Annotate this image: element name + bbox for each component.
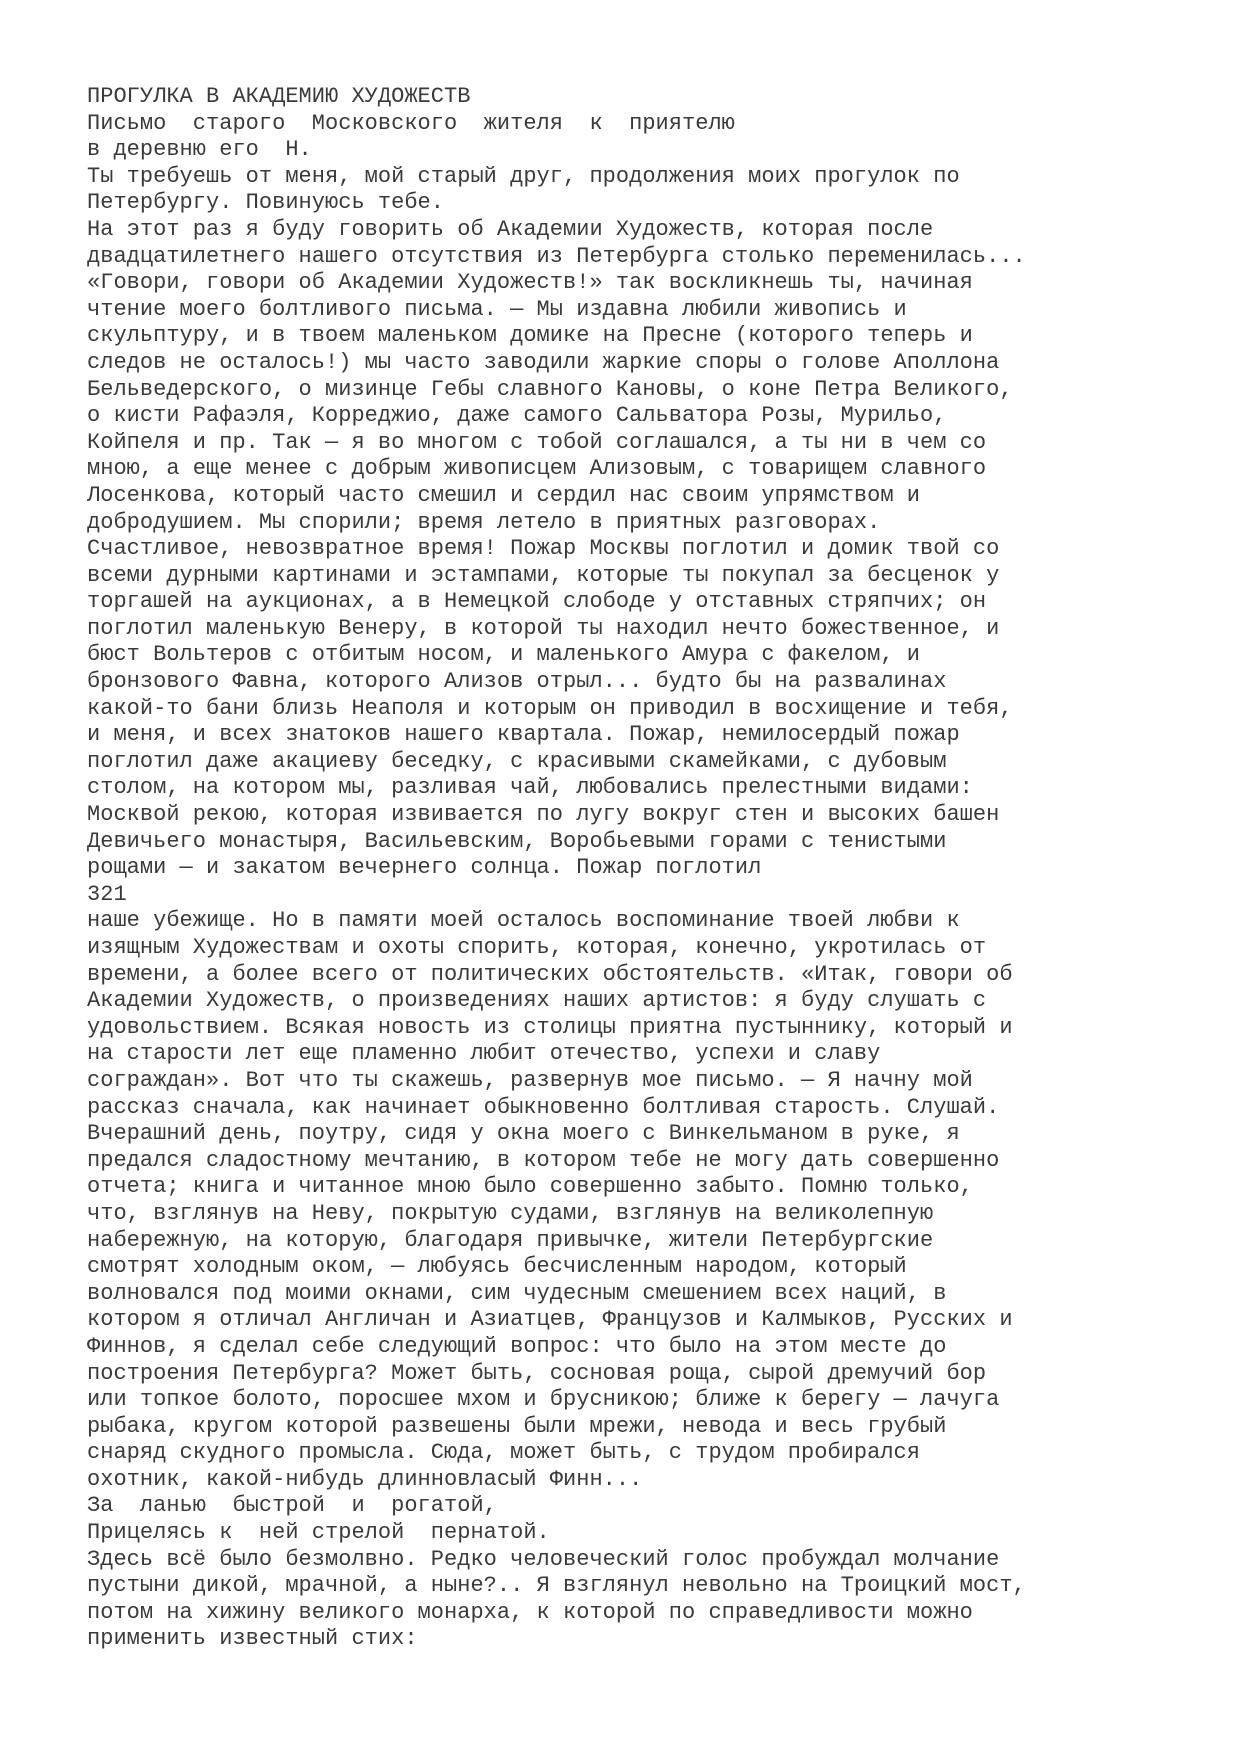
text-line: котором я отличал Англичан и Азиатцев, Французов и Калмыков, Русских и xyxy=(87,1307,1013,1333)
text-line: добродушием. Мы спорили; время летело в приятных разговорах. xyxy=(87,509,881,535)
text-line: что, взглянув на Неву, покрытую судами, взглянув на великолепную xyxy=(87,1200,934,1226)
text-line: и меня, и всех знатоков нашего квартала. Пожар, немилосердый пожар xyxy=(87,722,960,748)
text-line: Бельведерского, о мизинце Гебы славного Кановы, о коне Петра Великого, xyxy=(87,376,1013,402)
text-line: набережную, на которую, благодаря привычке, жители Петербургские xyxy=(87,1227,934,1253)
text-line: в деревню его Н. xyxy=(87,137,312,163)
text-line: смотрят холодным оком, — любуясь бесчисленным народом, который xyxy=(87,1254,907,1280)
text-line: мною, а еще менее с добрым живописцем Ализовым, с товарищем славного xyxy=(87,456,987,482)
text-line: о кисти Рафаэля, Корреджио, даже самого Сальватора Розы, Мурильо, xyxy=(87,403,947,429)
text-line: рощами — и закатом вечернего солнца. Пожар поглотил xyxy=(87,855,762,881)
text-line: построения Петербурга? Может быть, сосновая роща, сырой дремучий бор xyxy=(87,1360,987,1386)
text-line: предался сладостному мечтанию, в котором тебе не могу дать совершенно xyxy=(87,1147,1000,1173)
text-line: следов не осталось!) мы часто заводили жаркие споры о голове Аполлона xyxy=(87,349,1000,375)
text-line: наше убежище. Но в памяти моей осталось воспоминание твоей любви к xyxy=(87,908,960,934)
page-number: 321 xyxy=(87,881,127,907)
document-title: ПРОГУЛКА В АКАДЕМИЮ ХУДОЖЕСТВ xyxy=(87,84,471,109)
text-line: или топкое болото, поросшее мхом и брусникою; ближе к берегу — лачуга xyxy=(87,1387,1000,1413)
text-line: удовольствием. Всякая новость из столицы приятна пустыннику, который и xyxy=(87,1014,1013,1040)
text-line: торгашей на аукционах, а в Немецкой слободе у отставных стряпчих; он xyxy=(87,589,987,615)
text-line: Вчерашний день, поутру, сидя у окна моего с Винкельманом в руке, я xyxy=(87,1121,960,1147)
text-line: Ты требуешь от меня, мой старый друг, продолжения моих прогулок по xyxy=(87,163,960,189)
text-line: отчета; книга и читанное мною было совершенно забыто. Помню только, xyxy=(87,1174,973,1200)
text-line: двадцатилетнего нашего отсутствия из Петербурга столько переменилась... xyxy=(87,243,1026,269)
text-line: сограждан». Вот что ты скажешь, развернув мое письмо. — Я начну мой xyxy=(87,1067,973,1093)
text-line: изящным Художествам и охоты спорить, которая, конечно, укротилась от xyxy=(87,935,987,960)
text-line: Москвой рекою, которая извивается по лугу вокруг стен и высоких башен xyxy=(87,802,1000,828)
text-line: Койпеля и пр. Так — я во многом с тобой соглашался, а ты ни в чем со xyxy=(87,429,987,455)
text-line: Девичьего монастыря, Васильевским, Воробьевыми горами с тенистыми xyxy=(87,828,947,854)
text-line: Здесь всё было безмолвно. Редко человеческий голос пробуждал молчание xyxy=(87,1546,1000,1572)
text-line: рассказ сначала, как начинает обыкновенно болтливая старость. Слушай. xyxy=(87,1094,1000,1120)
text-line: На этот раз я буду говорить об Академии Художеств, которая после xyxy=(87,216,934,242)
text-line: поглотил маленькую Венеру, в которой ты находил нечто божественное, и xyxy=(87,615,1000,641)
text-line: какой-то бани близь Неаполя и которым он приводил в восхищение и тебя, xyxy=(87,695,1013,721)
text-line: времени, а более всего от политических обстоятельств. «Итак, говори об xyxy=(87,961,1013,987)
text-line: столом, на котором мы, разливая чай, любовались прелестными видами: xyxy=(87,775,973,801)
text-line: бюст Вольтеров с отбитым носом, и маленького Амура с факелом, и xyxy=(87,642,920,668)
text-line: За ланью быстрой и рогатой, xyxy=(87,1493,497,1519)
text-line: чтение моего болтливого письма. — Мы издавна любили живопись и xyxy=(87,296,907,322)
text-line: Лосенкова, который часто смешил и сердил нас своим упрямством и xyxy=(87,482,920,508)
text-line: на старости лет еще пламенно любит отечество, успехи и славу xyxy=(87,1041,881,1067)
text-line: пустыни дикой, мрачной, а ныне?.. Я взглянул невольно на Троицкий мост, xyxy=(87,1573,1026,1599)
text-line: потом на хижину великого монарха, к которой по справедливости можно xyxy=(87,1599,973,1625)
text-line: волновался под моими окнами, сим чудесным смешением всех наций, в xyxy=(87,1280,947,1306)
text-line: рыбака, кругом которой развешены были мрежи, невода и весь грубый xyxy=(87,1413,947,1439)
text-line: скульптуру, и в твоем маленьком домике на Пресне (которого теперь и xyxy=(87,323,973,349)
text-line: поглотил даже акациеву беседку, с красивыми скамейками, с дубовым xyxy=(87,748,947,774)
text-line: применить известный стих: xyxy=(87,1626,418,1652)
text-line: Академии Художеств, о произведениях наших артистов: я буду слушать с xyxy=(87,988,987,1014)
text-line: Письмо старого Московского жителя к приятелю xyxy=(87,110,735,136)
text-line: всеми дурными картинами и эстампами, которые ты покупал за бесценок у xyxy=(87,562,1000,588)
text-line: Финнов, я сделал себе следующий вопрос: что было на этом месте до xyxy=(87,1333,947,1359)
document-text xyxy=(87,84,1207,1653)
text-line: охотник, какой-нибудь длинновласый Финн... xyxy=(87,1466,643,1492)
text-line: бронзового Фавна, которого Ализов отрыл... будто бы на развалинах xyxy=(87,669,947,695)
text-line: Прицелясь к ней стрелой пернатой. xyxy=(87,1520,550,1546)
text-line: снаряд скудного промысла. Сюда, может быть, с трудом пробирался xyxy=(87,1440,920,1466)
text-line: «Говори, говори об Академии Художеств!» так воскликнешь ты, начиная xyxy=(87,270,973,296)
text-line: Петербургу. Повинуюсь тебе. xyxy=(87,190,444,216)
text-line: Счастливое, невозвратное время! Пожар Москвы поглотил и домик твой со xyxy=(87,536,1000,562)
